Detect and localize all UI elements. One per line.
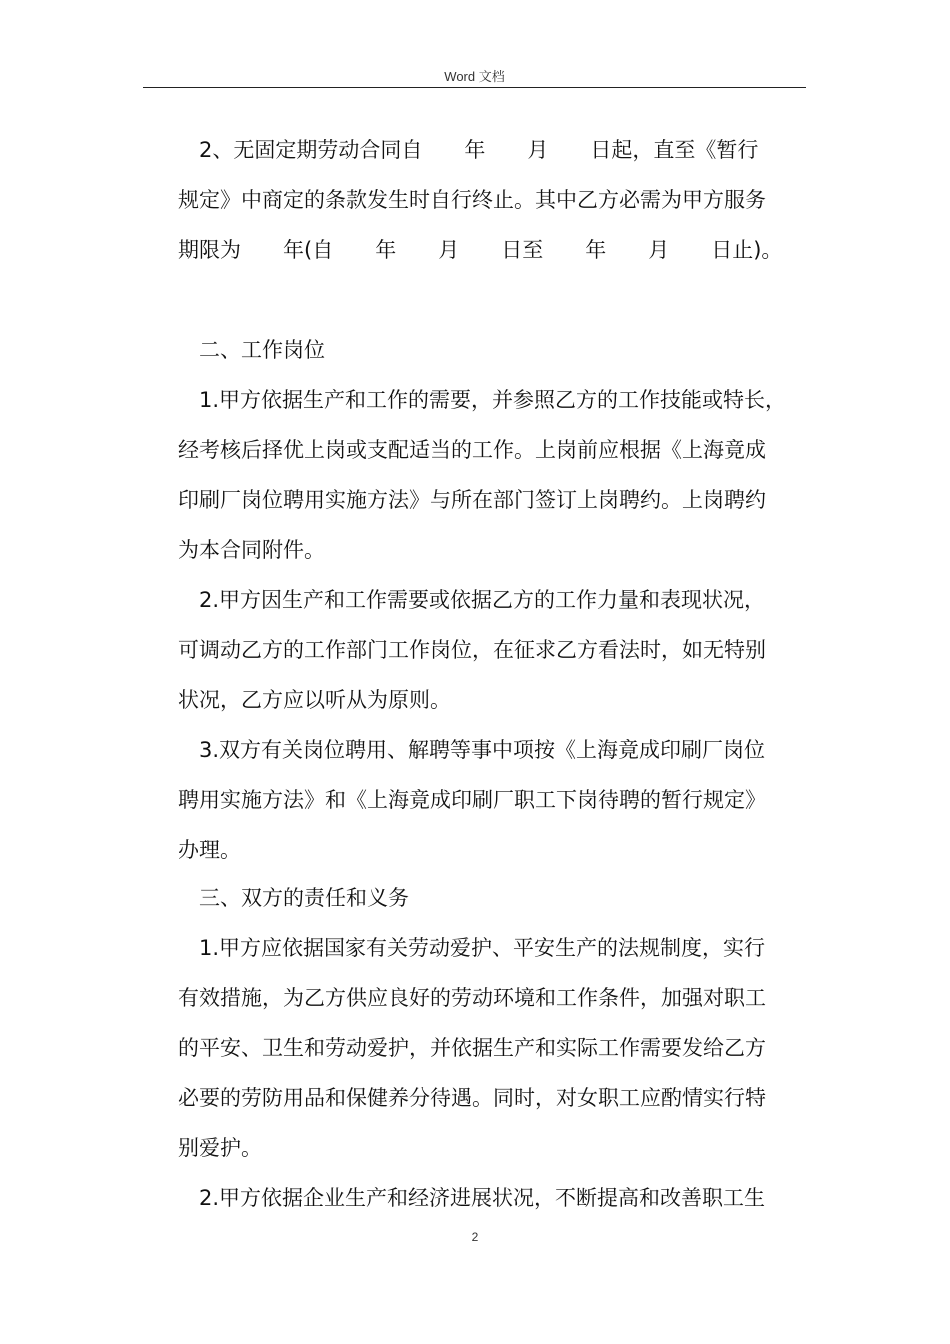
text-line: 2.甲方因生产和工作需要或依据乙方的工作力量和表现状况， <box>199 588 766 612</box>
text-line: 必要的劳防用品和保健养分待遇。同时，对女职工应酌情实行特 <box>178 1086 766 1110</box>
text-line: 为本合同附件。 <box>178 538 325 562</box>
text-line: 可调动乙方的工作部门工作岗位，在征求乙方看法时，如无特别 <box>178 638 766 662</box>
text-line: 有效措施，为乙方供应良好的劳动环境和工作条件，加强对职工 <box>178 986 766 1010</box>
text-line: 别爱护。 <box>178 1136 262 1160</box>
text-line: 1.甲方依据生产和工作的需要，并参照乙方的工作技能或特长， <box>199 388 787 412</box>
text-line: 的平安、卫生和劳动爱护，并依据生产和实际工作需要发给乙方 <box>178 1036 766 1060</box>
section-heading: 二、工作岗位 <box>199 338 325 362</box>
text-line: 2.甲方依据企业生产和经济进展状况，不断提高和改善职工生 <box>199 1186 766 1210</box>
text-line: 2、无固定期劳动合同自 年 月 日起，直至《暂行 <box>199 138 759 162</box>
text-line: 经考核后择优上岗或支配适当的工作。上岗前应根据《上海竟成 <box>178 438 766 462</box>
text-line: 状况，乙方应以听从为原则。 <box>178 688 451 712</box>
text-line: 办理。 <box>178 838 241 862</box>
page-number: 2 <box>471 1230 479 1244</box>
text-line: 1.甲方应依据国家有关劳动爱护、平安生产的法规制度，实行 <box>199 936 766 960</box>
text-line: 3.双方有关岗位聘用、解聘等事中项按《上海竟成印刷厂岗位 <box>199 738 766 762</box>
text-line: 期限为 年(自 年 月 日至 年 月 日止)。 <box>178 238 783 262</box>
text-line: 印刷厂岗位聘用实施方法》与所在部门签订上岗聘约。上岗聘约 <box>178 488 766 512</box>
text-line: 聘用实施方法》和《上海竟成印刷厂职工下岗待聘的暂行规定》 <box>178 788 766 812</box>
document-header-title: Word 文档 <box>444 69 505 84</box>
section-heading: 三、双方的责任和义务 <box>199 886 409 910</box>
text-line: 规定》中商定的条款发生时自行终止。其中乙方必需为甲方服务 <box>178 188 766 212</box>
header-divider <box>143 87 806 88</box>
